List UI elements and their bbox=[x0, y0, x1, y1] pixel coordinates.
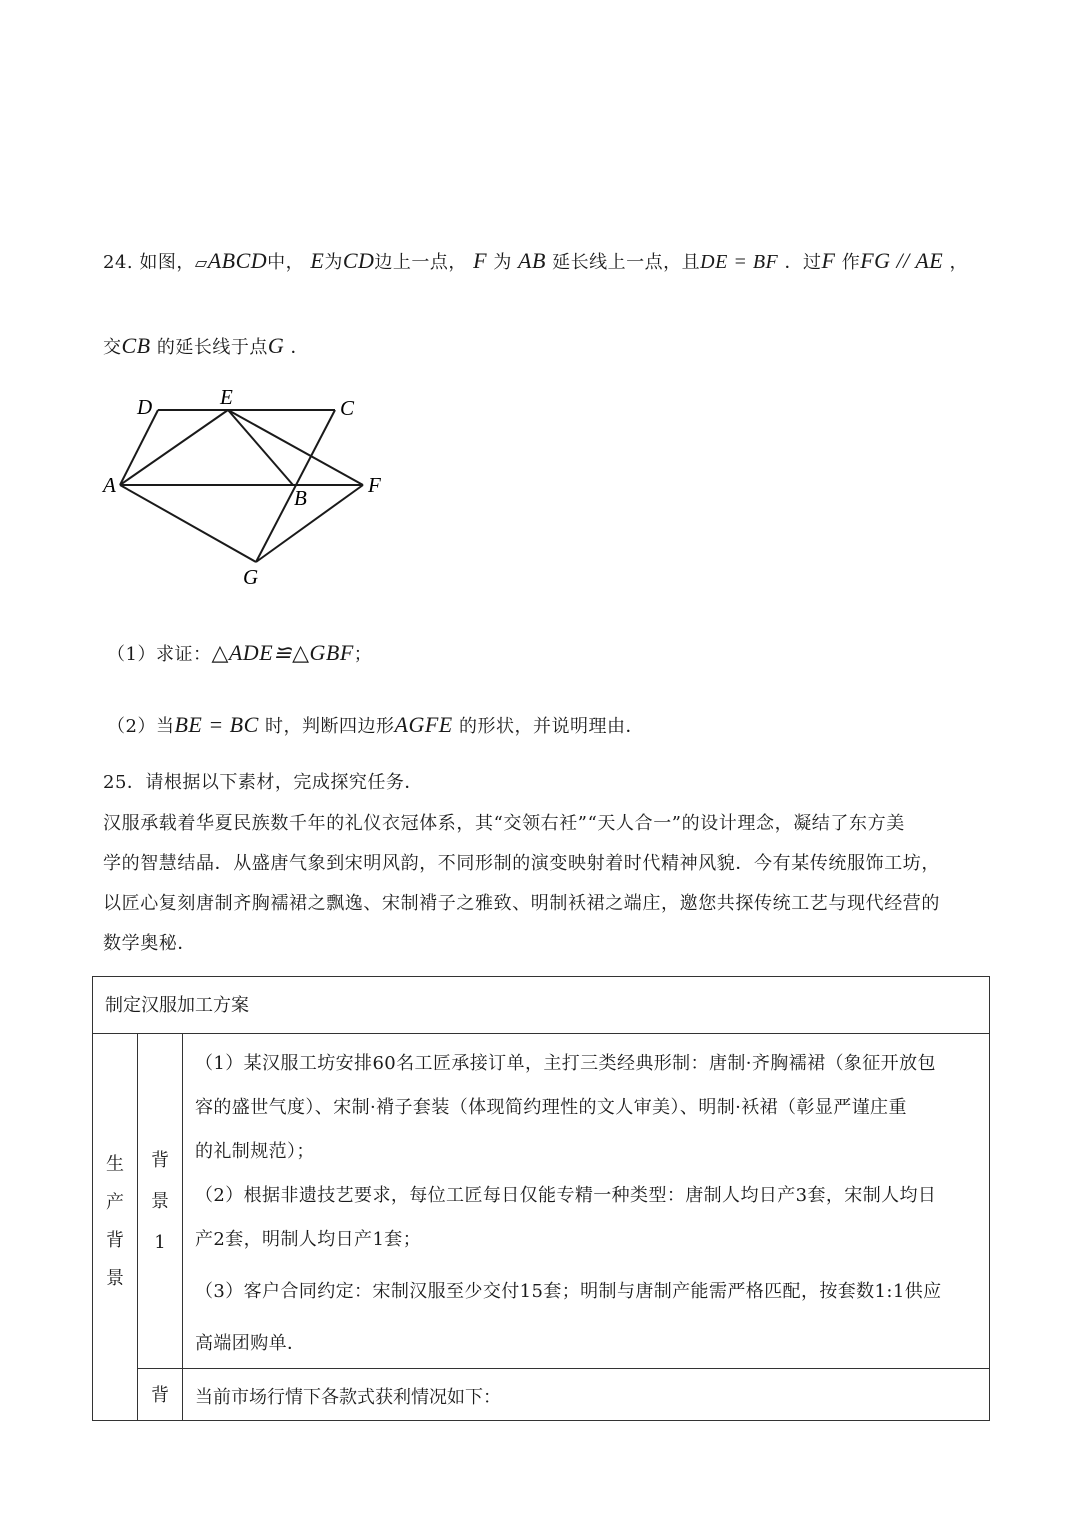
section-label-cell bbox=[93, 1034, 138, 1421]
table-row-bg2 bbox=[93, 1369, 990, 1421]
bg1-line: 高端团购单． bbox=[195, 1333, 306, 1354]
q24-line-1: 24. 如图，▱ABCD中， E为CD边上一点， F 为 AB 延长线上一点，且DE = BF ．过F 作FG // AE ， bbox=[103, 248, 968, 273]
section-label: 生 产 背 景 bbox=[106, 1154, 124, 1289]
q24-number: 24. bbox=[103, 252, 134, 273]
label-g: G bbox=[243, 565, 259, 589]
label-f: F bbox=[368, 473, 381, 497]
q24-part-2: （2）当BE = BC 时，判断四边形AGFE 的形状，并说明理由． bbox=[107, 712, 644, 737]
bg1-label: 背 景 1 bbox=[151, 1150, 169, 1253]
q25-intro-line: 以匠心复刻唐制齐胸襦裙之飘逸、宋制褙子之雅致、明制袄裙之端庄，邀您共探传统工艺与现代经营的 bbox=[103, 893, 940, 914]
label-b: B bbox=[294, 486, 307, 510]
bg1-label-cell bbox=[138, 1034, 183, 1369]
q24-line-2: 交CB 的延长线于点G ． bbox=[103, 333, 309, 358]
bg1-line: 的礼制规范）； bbox=[195, 1141, 315, 1162]
bg2-label-cell: 背 bbox=[138, 1369, 183, 1421]
q25-intro bbox=[103, 806, 983, 962]
plan-table bbox=[92, 976, 990, 1421]
label-c: C bbox=[340, 396, 355, 420]
bg1-line: （2）根据非遗技艺要求，每位工匠每日仅能专精一种类型：唐制人均日产3套，宋制人均日 bbox=[195, 1185, 937, 1206]
label-e: E bbox=[220, 385, 233, 409]
label-d: D bbox=[137, 395, 153, 419]
bg1-line: （3）客户合同约定：宋制汉服至少交付15套；明制与唐制产能需严格匹配，按套数1:1供应 bbox=[195, 1281, 942, 1302]
table-header: 制定汉服加工方案 bbox=[93, 977, 990, 1034]
bg1-line: 容的盛世气度）、宋制·褙子套装（体现简约理性的文人审美）、明制·袄裙（彰显严谨庄重 bbox=[195, 1097, 907, 1118]
bg1-line: 产2套，明制人均日产1套； bbox=[195, 1229, 422, 1250]
q25-intro-line: 数学奥秘． bbox=[103, 933, 196, 954]
table-row-bg1 bbox=[93, 1034, 990, 1369]
parallelogram-symbol: ▱ bbox=[194, 253, 208, 272]
q25-intro-line: 学的智慧结晶．从盛唐气象到宋明风韵，不同形制的演变映射着时代精神风貌．今有某传统服饰工坊， bbox=[103, 853, 940, 874]
label-a: A bbox=[103, 473, 116, 497]
geometry-figure bbox=[95, 380, 405, 595]
q25-intro-line: 汉服承载着华夏民族数千年的礼仪衣冠体系，其“交领右衽”“天人合一”的设计理念，凝结了东方美 bbox=[103, 813, 905, 834]
table-header-row bbox=[93, 977, 990, 1034]
bg1-content bbox=[183, 1034, 990, 1369]
bg2-content: 当前市场行情下各款式获利情况如下： bbox=[183, 1369, 990, 1421]
figure-lines bbox=[120, 410, 363, 562]
bg1-line: （1）某汉服工坊安排60名工匠承接订单，主打三类经典形制：唐制·齐胸襦裙（象征开放包 bbox=[195, 1053, 936, 1074]
q25-title: 25．请根据以下素材，完成探究任务． bbox=[103, 772, 423, 793]
q24-part-1: （1）求证：△ADE≌△GBF； bbox=[107, 640, 373, 665]
